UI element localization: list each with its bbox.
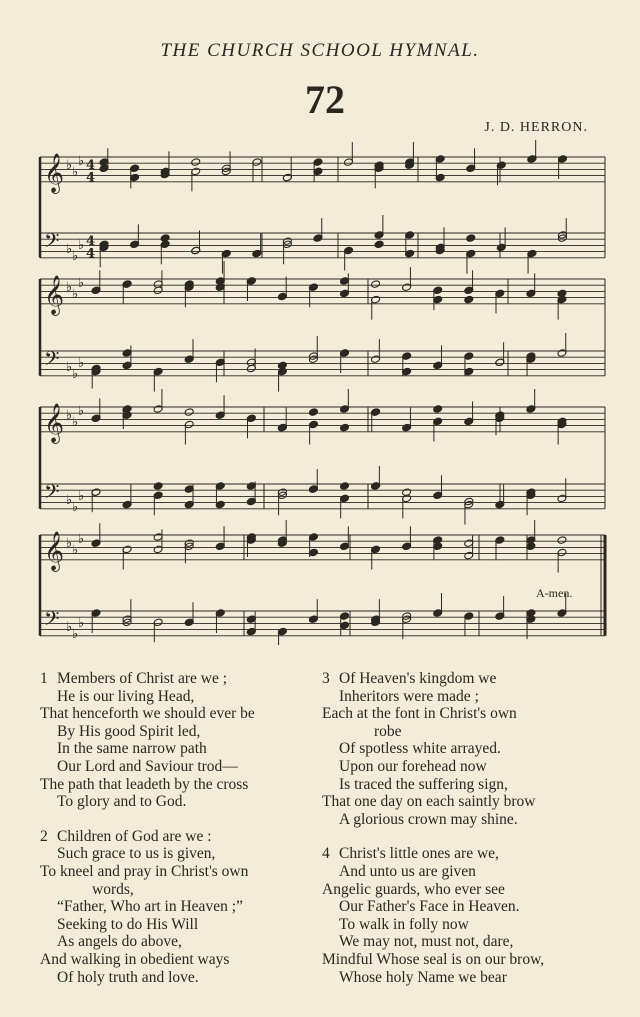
note-head [184, 408, 194, 417]
flat-accidental: ♭ [66, 536, 73, 551]
verse-line: And unto us are given [339, 862, 476, 880]
verse-line: We may not, must not, dare, [339, 933, 514, 951]
flat-accidental: ♭ [66, 493, 73, 508]
verse-line: Members of Christ are we ; [57, 670, 228, 687]
time-signature: 4 [86, 246, 96, 262]
verse-line: Inheritors were made ; [339, 687, 479, 705]
verse-line: To walk in folly now [339, 915, 469, 933]
verse-line: Mindful Whose seal is on our brow, [322, 950, 545, 968]
flat-accidental: ♭ [66, 242, 73, 257]
time-signature: 4 [86, 170, 96, 186]
note-head [433, 405, 443, 414]
verse-line: By His good Spirit led, [57, 722, 201, 740]
note-head [308, 408, 318, 417]
bass-clef: 𝄢 [44, 480, 60, 508]
verse-line: The path that leadeth by the cross [40, 775, 249, 793]
flat-accidental: ♭ [72, 415, 79, 430]
note-head [277, 361, 287, 370]
music-score [0, 140, 640, 645]
bass-clef: 𝄢 [44, 607, 60, 635]
verse-line: Seeking to do His Will [57, 915, 199, 933]
note-head [557, 536, 567, 545]
verse-line: words, [92, 880, 134, 898]
verse-line: Such grace to us is given, [57, 845, 216, 863]
note-head [122, 280, 132, 289]
verses-right-column [322, 670, 612, 1003]
flat-accidental: ♭ [66, 360, 73, 375]
note-head [557, 289, 567, 298]
verse-line: Our Father's Face in Heaven. [339, 898, 520, 916]
note-head [374, 240, 384, 249]
flat-accidental: ♭ [66, 620, 73, 635]
composer-name: J. D. HERRON. [484, 120, 588, 135]
verse-number: 1 [40, 670, 48, 687]
treble-clef: 𝄞 [44, 275, 65, 315]
flat-accidental: ♭ [72, 165, 79, 180]
flat-accidental: ♭ [78, 489, 85, 504]
running-title: THE CHURCH SCHOOL HYMNAL. [160, 40, 480, 61]
flat-accidental: ♭ [78, 532, 85, 547]
time-signature: 4 [86, 158, 96, 173]
flat-accidental: ♭ [72, 500, 79, 515]
verse-line: Angelic guards, who ever see [322, 880, 505, 898]
verse-line: Of spotless white arrayed. [339, 740, 501, 758]
verse-line: Whose holy Name we bear [339, 968, 507, 986]
note-head [402, 488, 412, 497]
note-head [340, 349, 350, 358]
flat-accidental: ♭ [78, 276, 85, 291]
verse-line: Of holy truth and love. [57, 968, 199, 986]
treble-clef: 𝄞 [44, 403, 65, 443]
verse-line: He is our living Head, [57, 687, 195, 705]
verse-line: Upon our forehead now [339, 757, 487, 775]
note-head [340, 423, 350, 432]
treble-clef: 𝄞 [44, 531, 65, 571]
flat-accidental: ♭ [78, 616, 85, 631]
verse-2 [40, 828, 325, 986]
verse-line: That one day on each saintly brow [322, 793, 536, 811]
note-head [371, 280, 381, 289]
verse-line: Of Heaven's kingdom we [339, 670, 497, 687]
flat-accidental: ♭ [78, 404, 85, 419]
flat-accidental: ♭ [78, 356, 85, 371]
verse-line: robe [374, 722, 402, 740]
amen-label: A-men. [536, 586, 573, 600]
verse-line: As angels do above, [57, 933, 182, 951]
note-head [371, 482, 381, 491]
note-head [277, 423, 287, 432]
verse-line: Children of God are we : [57, 827, 212, 845]
flat-accidental: ♭ [72, 627, 79, 642]
note-head [160, 234, 170, 243]
verse-line: To kneel and pray in Christ's own [40, 862, 249, 880]
flat-accidental: ♭ [78, 154, 85, 169]
verse-line: Our Lord and Saviour trod— [57, 757, 238, 775]
verse-number: 2 [40, 827, 48, 845]
note-head [371, 408, 381, 417]
verse-1 [40, 670, 325, 811]
note-head [191, 158, 201, 167]
verse-line: “Father, Who art in Heaven ;” [57, 898, 243, 916]
hymn-number: 72 [305, 77, 345, 122]
verse-3 [322, 670, 612, 828]
note-head [466, 234, 476, 243]
verse-line: Each at the font in Christ's own [322, 705, 517, 723]
verse-line: And walking in obedient ways [40, 950, 230, 968]
flat-accidental: ♭ [72, 543, 79, 558]
flat-accidental: ♭ [66, 158, 73, 173]
flat-accidental: ♭ [72, 249, 79, 264]
flat-accidental: ♭ [66, 408, 73, 423]
note-head [153, 482, 163, 491]
verse-number: 3 [322, 670, 330, 687]
verse-4 [322, 845, 612, 986]
verse-number: 4 [322, 845, 330, 863]
verse-line: A glorious crown may shine. [339, 810, 518, 828]
time-signature: 4 [86, 234, 96, 249]
bass-clef: 𝄢 [44, 347, 60, 375]
verse-line: Christ's little ones are we, [339, 845, 499, 863]
verse-line: Is traced the suffering sign, [339, 775, 508, 793]
verses-left-column [40, 670, 325, 1003]
note-head [308, 485, 318, 494]
note-head [464, 295, 474, 304]
verse-line: To glory and to God. [57, 793, 187, 811]
treble-clef: 𝄞 [44, 153, 65, 193]
verse-line: That henceforth we should ever be [40, 705, 255, 723]
flat-accidental: ♭ [72, 367, 79, 382]
note-head [246, 277, 256, 286]
flat-accidental: ♭ [72, 287, 79, 302]
verse-line: In the same narrow path [57, 740, 207, 758]
bass-clef: 𝄢 [44, 229, 60, 257]
flat-accidental: ♭ [66, 280, 73, 295]
flat-accidental: ♭ [78, 238, 85, 253]
note-head [527, 155, 537, 164]
note-head [340, 482, 350, 491]
